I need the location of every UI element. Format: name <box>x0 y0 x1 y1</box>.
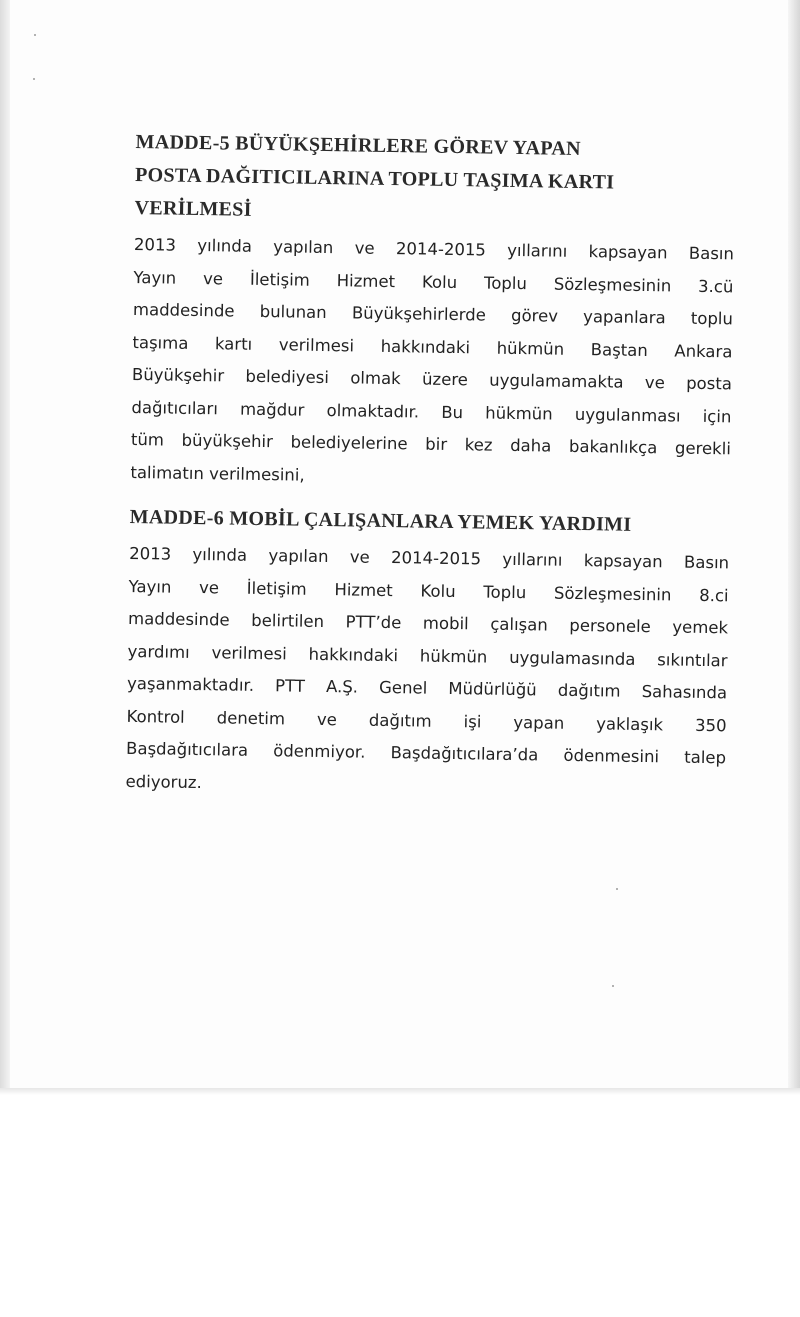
article-5 <box>130 126 736 498</box>
heading-line: MADDE-5 BÜYÜKŞEHİRLERE GÖREV YAPAN <box>135 130 581 160</box>
paragraph-line: taşıma kartı verilmesi hakkındaki hükmün Baştan Ankara <box>132 332 733 361</box>
scan-speck <box>612 985 614 987</box>
paragraph-line: tüm büyükşehir belediyelerine bir kez daha bakanlıkça gerekli <box>130 429 732 459</box>
paragraph-line: 2013 yılında yapılan ve 2014-2015 yıllarını kapsayan Basın <box>129 543 730 573</box>
paragraph-line: maddesinde bulunan Büyükşehirlerde görev yapanlara toplu <box>132 299 734 329</box>
heading-line: POSTA DAĞITICILARINA TOPLU TAŞIMA KARTI <box>134 163 615 194</box>
scan-speck <box>33 78 35 80</box>
article-6-heading <box>129 501 729 543</box>
paragraph-line: yardımı verilmesi hakkındaki hükmün uygulamasında sıkıntılar <box>127 641 728 670</box>
article-5-heading <box>134 126 735 234</box>
paragraph-line: maddesinde belirtilen PTT’de mobil çalışan personele yemek <box>127 608 729 638</box>
paragraph-line: Büyükşehir belediyesi olmak üzere uygulamamakta ve posta <box>131 364 733 394</box>
paragraph-line: ediyoruz. <box>125 771 202 792</box>
article-6 <box>125 501 730 807</box>
paragraph-line: 2013 yılında yapılan ve 2014-2015 yıllarını kapsayan Basın <box>133 234 735 264</box>
paragraph-line: Kontrol denetim ve dağıtım işi yapan yaklaşık 350 <box>126 706 727 735</box>
heading-line: VERİLMESİ <box>134 196 252 221</box>
heading-line: MADDE-6 MOBİL ÇALIŞANLARA YEMEK YARDIMI <box>129 505 632 536</box>
scan-shadow-bottom <box>0 1088 800 1095</box>
paragraph-line: yaşanmaktadır. PTT A.Ş. Genel Müdürlüğü dağıtım Sahasında <box>126 673 728 703</box>
scan-shadow-left <box>0 0 10 1093</box>
paragraph-line: Yayın ve İletişim Hizmet Kolu Toplu Sözleşmesinin 3.cü <box>133 267 734 296</box>
scan-shadow-right <box>788 0 800 1093</box>
scan-speck <box>616 888 618 890</box>
paragraph-line: talimatın verilmesini, <box>130 462 305 485</box>
article-6-paragraph <box>125 538 729 807</box>
document-body <box>125 118 736 807</box>
paragraph-line: Yayın ve İletişim Hizmet Kolu Toplu Sözleşmesinin 8.ci <box>128 576 729 605</box>
scan-speck <box>34 34 36 36</box>
article-5-paragraph <box>130 229 734 498</box>
paragraph-line: Başdağıtıcılara ödenmiyor. Başdağıtıcılara’da ödenmesini talep <box>125 738 727 768</box>
paragraph-line: dağıtıcıları mağdur olmaktadır. Bu hükmün uygulanması için <box>131 397 732 426</box>
